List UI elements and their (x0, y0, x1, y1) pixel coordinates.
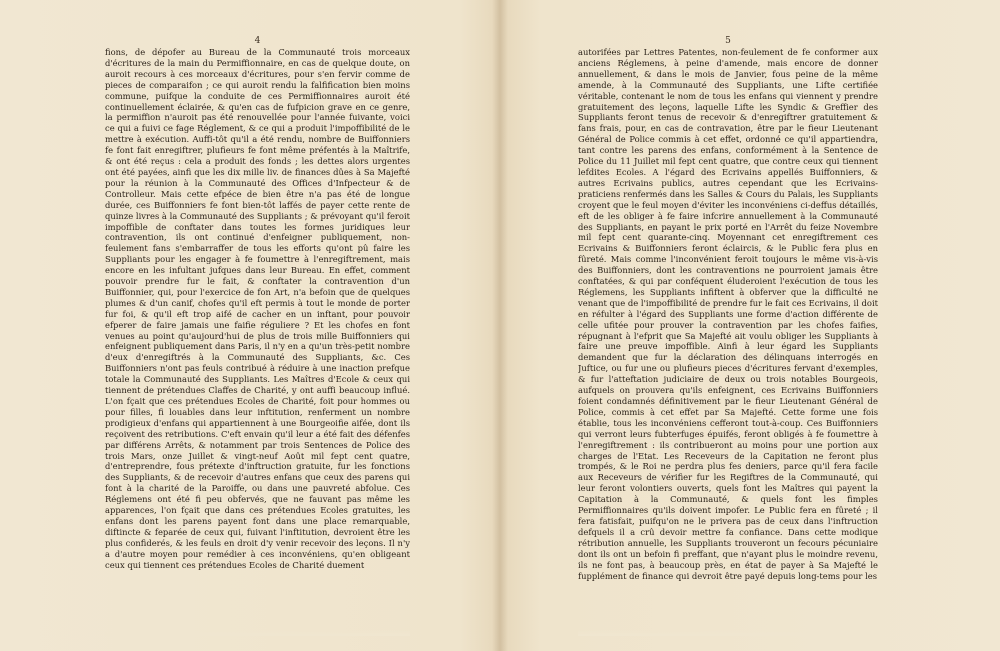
right-page-number: 5 (725, 36, 731, 46)
left-page (105, 36, 410, 636)
left-page-text: fions, de dépofer au Bureau de la Communauté trois morceaux d'écritures de la main du Permiffionnaire, en cas de quelque doute, on auroit recours à ces morceaux d'écritures, pour s'en fervir comme de pieces de comparaifon ; ce qui auroit rendu la falfification bien moins commune, puifque la conduite de ces Permiffionnaires auroit été continuellement éclairée, & qu'en cas de fufpicion grave en ce genre, la permiffion n'auroit pas été renouvellée pour l'année fuivante, voici ce qui a fuivi ce fage Réglement, & ce qui a produit l'impoffibilité de le mettre à exécution. Auffi-tôt qu'il a été rendu, nombre de Buiffonniers fe font fait enregiftrer, plufieurs fe font même préfentés à la Maîtrife, & ont été reçus : cela a produit des fonds ; les dettes alors urgentes ont été payées, ainfi que les dix mille liv. de finances dûes à Sa Majefté pour la réunion à la Communauté des Offices d'Infpecteur & de Controlleur. Mais cette efpéce de bien être n'a pas été de longue durée, ces Buiffonniers fe font bien-tôt laffés de payer cette rente de quinze livres à la Communauté des Suppliants ; & prévoyant qu'il feroit impoffible de conftater dans toutes les formes juridiques leur contravention, ils ont continué d'enfeigner publiquement, non-feulement fans s'embarraffer de tous les efforts qu'ont pû faire les Suppliants pour les engager à fe foumettre à l'enregiftrement, mais encore en les infultant jufques dans leur Bureau. En effet, comment pouvoir prendre fur le fait, & conftater la contravention d'un Buiffonnier, qui, pour l'exercice de fon Art, n'a befoin que de quelques plumes & d'un canif, chofes qu'il eft permis à tout le monde de porter fur foi, & qu'il eft trop aifé de cacher en un inftant, pour pouvoir efperer de faire jamais une faifie réguliere ? Et les chofes en font venues au point qu'aujourd'hui de plus de trois mille Buiffonniers qui enfeignent publiquement dans Paris, il n'y en a qu'un très-petit nombre d'eux d'enregiftrés à la Communauté des Suppliants, &c. Ces Buiffonniers n'ont pas feuls contribué à réduire à une inaction prefque totale la Communauté des Suppliants. Les Maîtres d'Ecole & ceux qui tiennent de prétendues Claffes de Charité, y ont auffi beaucoup influé. L'on fçait que ces prétendues Ecoles de Charité, foit pour hommes ou pour filles, fi louables dans leur inftitution, renferment un nombre prodigieux d'enfans qui appartiennent à une Bourgeoifie aifée, dont ils reçoivent des retributions. C'eft envain qu'il leur a été fait des défenfes par différens Arrêts, & notamment par trois Sentences de Police des trois Mars, onze Juillet & vingt-neuf Août mil fept cent quatre, d'entreprendre, fous prétexte d'inftruction gratuite, fur les fonctions des Suppliants, & de recevoir d'autres enfans que ceux des parens qui font à la charité de la Paroiffe, ou dans une pauvreté abfolue. Ces Réglemens ont été fi peu obfervés, que ne fauvant pas même les apparences, l'on fçait que dans ces prétendues Ecoles gratuites, les enfans dont les parens payent font dans une place remarquable, diftincte & feparée de ceux qui, fuivant l'inftitution, devroient être les plus confiderés, & les feuls en droit d'y venir recevoir des leçons. Il n'y a d'autre moyen pour remédier à ces inconvéniens, qu'en obligeant ceux qui tiennent ces prétendues Ecoles de Charité duement (105, 47, 410, 570)
left-page-number: 4 (254, 36, 261, 46)
right-page-text: autorifées par Lettres Patentes, non-feulement de fe conformer aux anciens Réglemens, à peine d'amende, mais encore de donner annuellement, & dans le mois de Janvier, fous peine de la même amende, à la Communauté des Suppliants, une Lifte certifiée véritable, contenant le nom de tous les enfans qui viennent y prendre gratuitement des leçons, laquelle Lifte les Syndic & Greffier des Suppliants feront tenus de recevoir & d'enregiftrer gratuitement & fans frais, pour, en cas de contravation, être par le fieur Lieutenant Général de Police commis à cet effet, ordonné ce qu'il appartiendra, tant contre les parens des enfans, conformément à la Sentence de Police du 11 Juillet mil fept cent quatre, que contre ceux qui tiennent lefdites Ecoles. A l'égard des Ecrivains appellés Buiffonniers, & autres Ecrivains publics, autres cependant que les Ecrivains-praticiens renfermés dans les Salles & Cours du Palais, les Suppliants croyent que le feul moyen d'éviter les inconvéniens ci-deffus détaillés, eft de les obliger à fe faire infcrire annuellement à la Communauté des Suppliants, en payant le prix porté en l'Arrêt du feize Novembre mil fept cent quarante-cinq. Moyennant cet enregiftrement ces Ecrivains & Buiffonniers feront éclaircis, & le Public fera plus en fûreté. Mais comme l'inconvénient feroit toujours le même vis-à-vis des Buiffonniers, dont les contraventions ne pourroient jamais être conftatées, & qui par conféquent éluderoient l'exécution de tous les Réglemens, les Suppliants infiftent à obferver que la difficulté ne venant que de l'impoffibilité de prendre fur le fait ces Ecrivains, il doit en réfulter à l'égard des Suppliants une forme d'action différente de celle ufitée pour prouver la contravention par les chofes faifies, répugnant à l'efprit que Sa Majefté ait voulu obliger les Suppliants à faire une preuve impoffible. Ainfi à leur égard les Suppliants demandent que fur la déclaration des délinquans interrogés en Juftice, ou fur une ou plufieurs pieces d'écritures fervant d'exemples, & fur l'atteftation judiciaire de deux ou trois notables Bourgeois, aufquels on prouvera qu'ils enfeignent, ces Ecrivains Buiffonniers foient condamnés définitivement par le fieur Lieutenant Général de Police, commis à cet effet par Sa Majefté. Cette forme une fois établie, tous les inconvéniens cefferont tout-à-coup. Ces Buiffonniers qui verront leurs fubterfuges épuifés, feront obligés à fe foumettre à l'enregiftrement : ils contribueront au moins pour une portion aux charges de l'Etat. Les Receveurs de la Capitation ne feront plus trompés, & le Roi ne perdra plus fes deniers, parce qu'il fera facile aux Receveurs de vérifier fur les Regiftres de la Communauté, qui leur feront volontiers ouverts, quels font les Maîtres qui payent la Capitation à la Communauté, & quels font les fimples Permiffionnaires qu'ils doivent impofer. Le Public fera en fûreté ; il fera fatisfait, puifqu'on ne le privera pas de ceux dans l'inftruction defquels il a crû devoir mettre fa confiance. Dans cette modique rétribution annuelle, les Suppliants trouveront un fecours pécuniaire dont ils ont un befoin fi preffant, que n'ayant plus le moindre revenu, ils ne font pas, à beaucoup près, en état de payer à Sa Majefté le fupplément de finance qui devroit être payé depuis long-tems pour les (578, 47, 878, 581)
right-page-bottom-edge (578, 630, 878, 636)
right-page (578, 36, 878, 636)
book-gutter (492, 0, 508, 651)
left-page-bottom-edge (105, 630, 410, 636)
